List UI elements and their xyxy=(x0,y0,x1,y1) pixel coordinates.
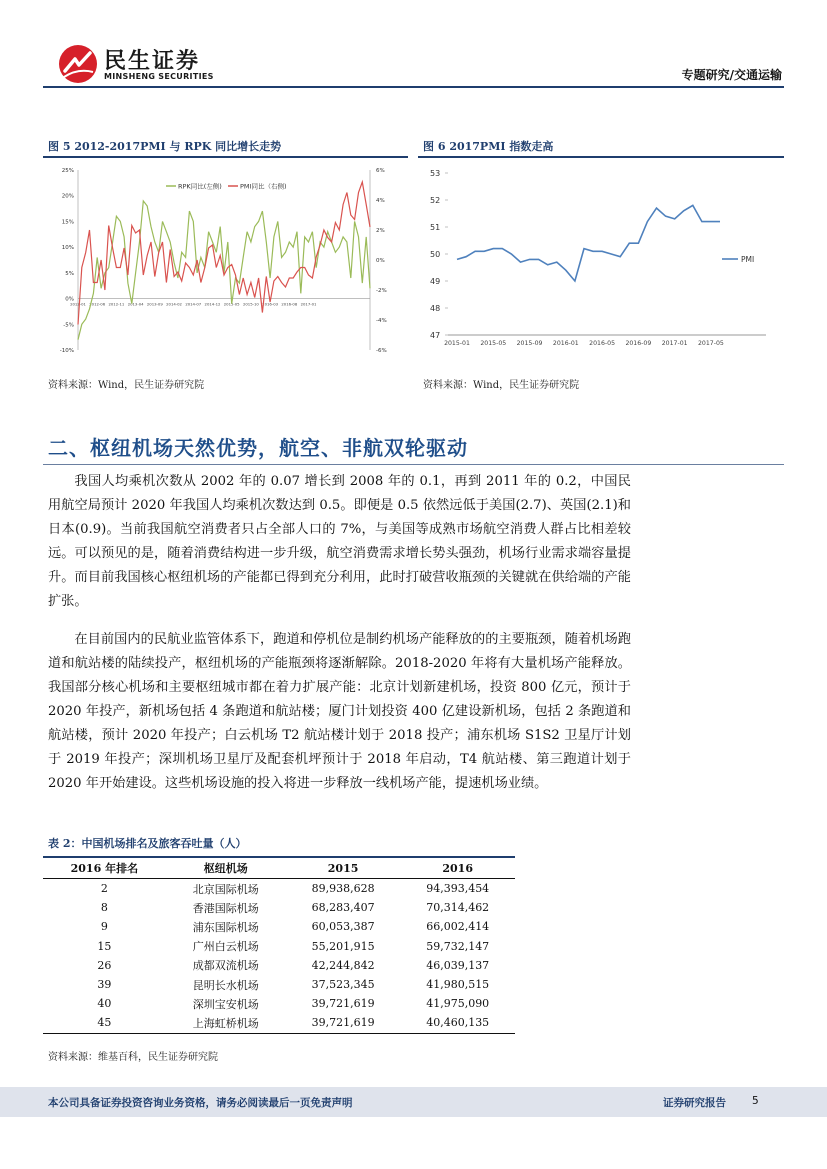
section-heading: 二、枢纽机场天然优势，航空、非航双轮驱动 xyxy=(48,436,468,460)
table-cell: 46,039,137 xyxy=(426,958,490,972)
table-cell: 8 xyxy=(100,901,108,915)
section-heading-rule xyxy=(43,464,784,465)
table-cell: 39,721,619 xyxy=(286,1013,401,1033)
table-cell: 94,393,454 xyxy=(426,882,490,896)
figure5-title: 图 5 2012-2017PMI 与 RPK 同比增长走势 xyxy=(48,140,282,153)
figure5-source: 资料来源：Wind，民生证券研究院 xyxy=(48,380,205,391)
legend-pmi-label: PMI同比（右侧) xyxy=(240,182,287,191)
table-row xyxy=(43,937,515,956)
figure5-chart xyxy=(48,162,408,360)
right-axis-tick-label: -4% xyxy=(376,318,387,324)
right-axis-tick-label: 2% xyxy=(376,228,385,234)
header-divider xyxy=(43,86,784,88)
table-row xyxy=(43,1013,515,1033)
table-title: 表 2：中国机场排名及旅客吞吐量（人） xyxy=(48,837,247,850)
airport-ranking-table xyxy=(43,856,515,1034)
y-axis-tick-label: 51 xyxy=(430,223,441,232)
x-axis-tick-label: 2013-04 xyxy=(127,301,144,307)
x-axis-tick-label: 2017-01 xyxy=(661,340,688,347)
logo-chinese-name: 民生证券 xyxy=(104,49,201,74)
x-axis-tick-label: 2015-10 xyxy=(242,301,259,307)
footer-disclaimer: 本公司具备证券投资咨询业务资格，请务必阅读最后一页免责声明 xyxy=(48,1097,353,1109)
table-cell: 深圳宝安机场 xyxy=(192,997,259,1011)
table-row xyxy=(43,898,515,917)
right-axis-tick-label: 4% xyxy=(376,198,385,204)
left-axis-tick-label: 0% xyxy=(65,296,74,303)
x-axis-tick-label: 2012-01 xyxy=(70,301,86,307)
x-axis-tick-label: 2016-01 xyxy=(552,340,579,347)
table-cell: 9 xyxy=(100,920,108,934)
table-cell: 70,314,462 xyxy=(426,901,490,915)
right-axis-tick-label: -2% xyxy=(376,288,387,294)
table-cell: 北京国际机场 xyxy=(192,882,259,896)
x-axis-tick-label: 2016-05 xyxy=(589,340,616,347)
figure5-title-rule xyxy=(43,156,408,158)
x-axis-tick-label: 2015-05 xyxy=(223,301,240,307)
y-axis-tick-label: 50 xyxy=(430,250,441,259)
table-cell: 40 xyxy=(97,997,112,1011)
pmi-series-line xyxy=(457,205,720,281)
figure6-source: 资料来源：Wind，民生证券研究院 xyxy=(423,380,580,391)
right-axis-tick-label: -6% xyxy=(376,348,387,354)
table-cell: 昆明长水机场 xyxy=(192,978,259,992)
y-axis-tick-label: 52 xyxy=(430,196,441,205)
table-cell: 89,938,628 xyxy=(311,882,375,896)
minsheng-logo-icon xyxy=(58,44,98,84)
table-header-row xyxy=(43,857,515,879)
table-cell: 60,053,387 xyxy=(311,920,375,934)
x-axis-tick-label: 2012-06 xyxy=(89,301,106,307)
table-cell: 37,523,345 xyxy=(311,978,375,992)
figure6-title: 图 6 2017PMI 指数走高 xyxy=(423,140,554,153)
table-cell: 55,201,915 xyxy=(311,939,375,953)
paragraph-2: 在目前国内的民航业监管体系下，跑道和停机位是制约机场产能释放的的主要瓶颈，随着机场跑道和航站楼的陆续投产，枢纽机场的产能瓶颈将逐渐解除。2018-2020 年将有大量机场产能释放。我国部分核心机场和主要枢纽城市都在着力扩展产能：北京计划新建机场，投资 800 亿元，预计于 2020 年投产，新机场包括 4 条跑道和航站楼；厦门计划投资 400 亿建设新机场，包括 2 条跑道和航站楼，预计 2020 年投产；白云机场 T2 航站楼计划于 2018 投产；浦东机场 S1S2 卫星厅计划于 2019 年投产；深圳机场卫星厅及配套机坪预计于 2018 年启动，T4 航站楼、第三跑道计划于 2020 年开始建设。这些机场设施的投入将进一步释放一线机场产能，提速机场业绩。 xyxy=(48,632,631,791)
x-axis-tick-label: 2014-12 xyxy=(204,301,221,307)
table-cell: 2 xyxy=(100,882,108,896)
x-axis-tick-label: 2013-09 xyxy=(146,301,163,307)
legend-pmi-label: PMI xyxy=(741,255,755,264)
figure6-chart xyxy=(420,162,784,358)
left-axis-tick-label: 10% xyxy=(61,245,74,252)
table-header-cell: 2015 xyxy=(286,857,401,879)
right-axis-tick-label: 0% xyxy=(376,258,385,264)
y-axis-tick-label: 49 xyxy=(430,277,441,286)
left-axis-tick-label: -5% xyxy=(63,322,74,329)
left-axis-tick-label: 20% xyxy=(61,193,74,200)
table-cell: 广州白云机场 xyxy=(192,940,259,954)
table-cell: 上海虹桥机场 xyxy=(166,1013,286,1033)
x-axis-tick-label: 2015-01 xyxy=(444,340,470,347)
x-axis-tick-label: 2016-08 xyxy=(281,301,298,307)
table-cell: 42,244,842 xyxy=(311,958,375,972)
table-cell: 成都双流机场 xyxy=(192,959,259,973)
table-cell: 39 xyxy=(97,978,112,992)
table-row xyxy=(43,879,515,899)
table-header-cell: 2016 xyxy=(400,857,515,879)
left-axis-tick-label: 5% xyxy=(65,270,74,277)
table-row xyxy=(43,956,515,975)
table-header-cell: 枢纽机场 xyxy=(166,857,286,879)
x-axis-tick-label: 2016-03 xyxy=(262,301,279,307)
table-cell: 66,002,414 xyxy=(426,920,490,934)
paragraph-1: 我国人均乘机次数从 2002 年的 0.07 增长到 2008 年的 0.1，再到 2011 年的 0.2，中国民用航空局预计 2020 年我国人均乘机次数达到 0.5。即便是 0.5 依然远低于美国(2.7)、英国(2.1)和日本(0.9)。当前我国航空消费者只占全部人口的 7%，与美国等成熟市场航空消费人群占比相差较远。可以预见的是，随着消费结构进一步升级，航空消费需求增长势头强劲，机场行业需求端容量提升。而目前我国核心枢纽机场的产能都已得到充分利用，此时打破营收瓶颈的关键就在供给端的产能扩张。 xyxy=(48,474,631,609)
table-cell: 浦东国际机场 xyxy=(192,920,259,934)
y-axis-tick-label: 47 xyxy=(430,331,441,340)
table-row xyxy=(43,975,515,994)
table-row xyxy=(43,917,515,936)
x-axis-tick-label: 2017-05 xyxy=(698,340,724,347)
y-axis-tick-label: 53 xyxy=(430,169,441,178)
left-axis-tick-label: -10% xyxy=(59,348,74,354)
report-category: 专题研究/交通运输 xyxy=(681,68,782,82)
table-header-cell: 2016 年排名 xyxy=(43,857,166,879)
table-cell: 40,460,135 xyxy=(400,1013,515,1033)
x-axis-tick-label: 2014-02 xyxy=(166,301,182,307)
left-axis-tick-label: 25% xyxy=(61,168,74,174)
x-axis-tick-label: 2015-05 xyxy=(480,340,507,347)
table-source: 资料来源：维基百科，民生证券研究院 xyxy=(48,1052,218,1063)
table-cell: 26 xyxy=(97,958,112,972)
x-axis-tick-label: 2014-07 xyxy=(185,301,202,307)
x-axis-tick-label: 2012-11 xyxy=(108,301,125,307)
table-row xyxy=(43,994,515,1013)
right-axis-tick-label: 6% xyxy=(376,168,385,174)
table-cell: 39,721,619 xyxy=(311,997,375,1011)
table-cell: 68,283,407 xyxy=(311,901,375,915)
logo-english-name: MINSHENG SECURITIES xyxy=(104,72,214,81)
x-axis-tick-label: 2017-01 xyxy=(300,301,317,307)
table-cell: 41,980,515 xyxy=(426,978,490,992)
table-cell: 香港国际机场 xyxy=(192,901,259,915)
figure6-title-rule xyxy=(418,156,784,158)
table-cell: 45 xyxy=(43,1013,166,1033)
footer-report-type: 证券研究报告 xyxy=(663,1097,726,1109)
table-cell: 41,975,090 xyxy=(426,997,490,1011)
table-cell: 15 xyxy=(97,939,112,953)
x-axis-tick-label: 2015-09 xyxy=(516,340,543,347)
legend-rpk-label: RPK同比(左侧) xyxy=(178,182,222,191)
page-number: 5 xyxy=(752,1095,759,1107)
left-axis-tick-label: 15% xyxy=(61,219,74,226)
x-axis-tick-label: 2016-09 xyxy=(625,340,652,347)
table-cell: 59,732,147 xyxy=(426,939,490,953)
y-axis-tick-label: 48 xyxy=(430,304,441,313)
rpk-series-line xyxy=(78,201,370,340)
